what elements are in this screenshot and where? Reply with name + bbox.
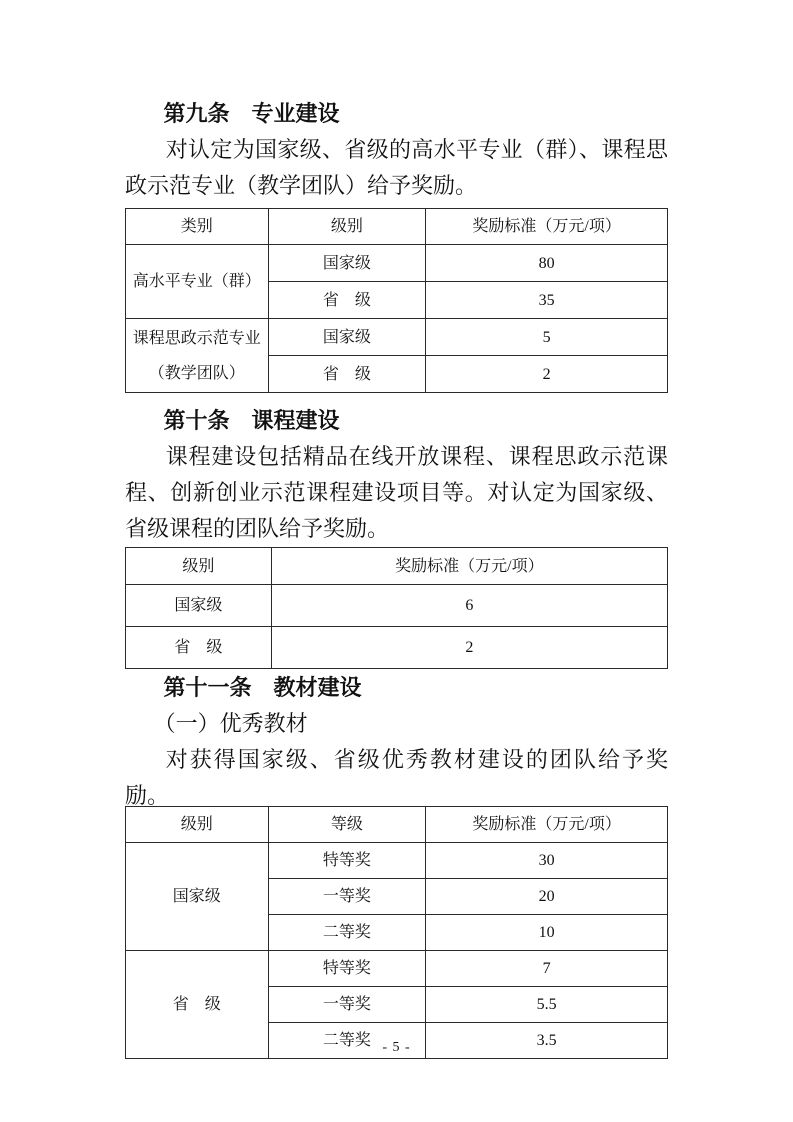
cell-grade: 特等奖 [268,843,426,879]
cell-level: 省 级 [126,627,272,669]
cell-level-national: 国家级 [126,843,269,951]
cell-category-ideological-demo-major: 课程思政示范专业（教学团队） [126,319,269,393]
cell-value: 2 [426,356,668,393]
cell-value: 30 [426,843,668,879]
cell-grade: 特等奖 [268,951,426,987]
header-cell-category: 类别 [126,209,269,245]
header-cell-reward-standard: 奖励标准（万元/项） [426,209,668,245]
cell-level-provincial: 省 级 [126,951,269,1059]
cell-level: 国家级 [268,245,426,282]
paragraph-article-9: 对认定为国家级、省级的高水平专业（群）、课程思政示范专业（教学团队）给予奖励。 [125,137,668,198]
header-cell-level: 级别 [126,548,272,585]
table-row [126,843,668,879]
table-row [126,951,668,987]
header-cell-reward-standard: 奖励标准（万元/项） [426,807,668,843]
cell-value: 20 [426,879,668,915]
cell-level: 省 级 [268,356,426,393]
header-cell-level: 级别 [268,209,426,245]
header-cell-level: 级别 [126,807,269,843]
table-header-row [126,807,668,843]
cell-level: 国家级 [126,585,272,627]
heading-article-10: 第十条 课程建设 [163,408,340,433]
table-header-row [126,548,668,585]
cell-level: 国家级 [268,319,426,356]
cell-value: 5 [426,319,668,356]
table-header-row [126,209,668,245]
cell-value: 3.5 [426,1023,668,1059]
paragraph-article-10: 课程建设包括精品在线开放课程、课程思政示范课程、创新创业示范课程建设项目等。对认定为国家级、省级课程的团队给予奖励。 [125,444,668,541]
cell-value: 7 [426,951,668,987]
table-row [126,319,668,356]
cell-value: 35 [426,282,668,319]
heading-article-11: 第十一条 教材建设 [163,675,362,700]
heading-article-9: 第九条 专业建设 [163,101,340,126]
cell-grade: 二等奖 [268,915,426,951]
cell-grade: 二等奖 [268,1023,426,1059]
page-number: - 5 - [382,1040,411,1055]
table-row [126,585,668,627]
table-course-construction-rewards [125,547,668,669]
cell-value: 2 [271,627,667,669]
cell-value: 80 [426,245,668,282]
table-row [126,627,668,669]
cell-value: 5.5 [426,987,668,1023]
header-cell-reward-standard: 奖励标准（万元/项） [271,548,667,585]
cell-grade: 一等奖 [268,879,426,915]
table-textbook-construction-rewards [125,806,668,1059]
subheading-excellent-textbook: （一）优秀教材 [153,711,308,736]
cell-value: 6 [271,585,667,627]
table-major-construction-rewards [125,208,668,393]
header-cell-grade: 等级 [268,807,426,843]
cell-level: 省 级 [268,282,426,319]
paragraph-article-11: 对获得国家级、省级优秀教材建设的团队给予奖励。 [125,747,668,808]
cell-grade: 一等奖 [268,987,426,1023]
cell-category-high-level-major: 高水平专业（群） [126,245,269,319]
table-row [126,245,668,282]
cell-value: 10 [426,915,668,951]
